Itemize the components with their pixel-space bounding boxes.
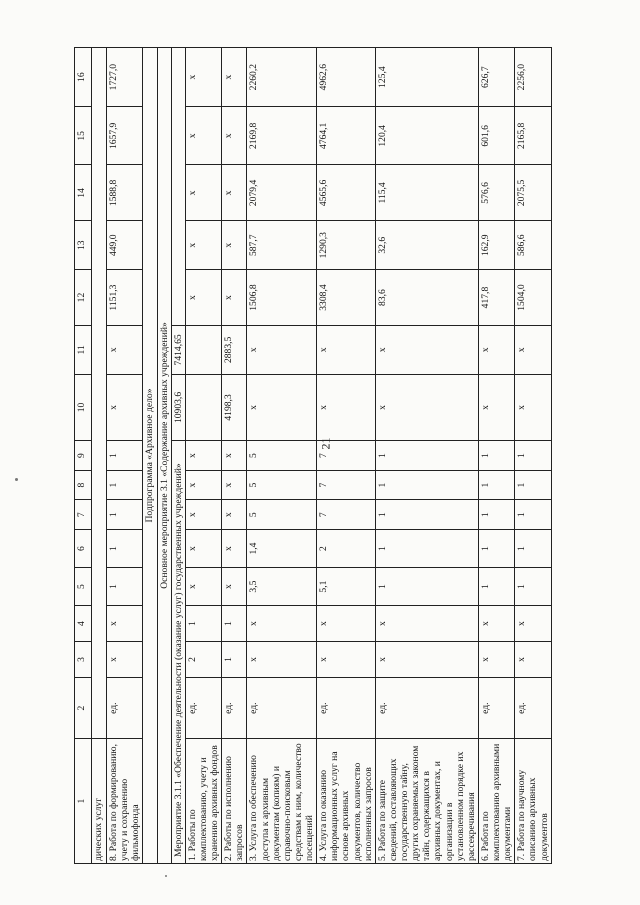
table-cell: 1 (375, 530, 478, 568)
header-cell: 11 (75, 326, 92, 375)
table-cell: 449,0 (107, 221, 143, 270)
header-row (75, 48, 92, 864)
main-event-title: Основное мероприятие 3.1 «Содержание архивных учреждений» (157, 48, 171, 864)
table-cell: х (185, 107, 221, 165)
table-cell: 7 (317, 441, 376, 471)
table-cell: 576,6 (478, 165, 514, 221)
header-cell: 4 (75, 606, 92, 642)
table-cell: х (107, 326, 143, 375)
table-cell: 1 (478, 530, 514, 568)
table-cell: 162,9 (478, 221, 514, 270)
table-cell: 1290,3 (317, 221, 376, 270)
table-row (478, 48, 514, 864)
header-cell: 12 (75, 270, 92, 326)
header-cell: 14 (75, 165, 92, 221)
table-cell: х (222, 270, 247, 326)
table-cell: х (222, 48, 247, 107)
table-cell: 7 (317, 500, 376, 530)
table-cell: 1727,0 (107, 48, 143, 107)
header-cell: 13 (75, 221, 92, 270)
table-row (222, 48, 247, 864)
table-cell: ед. (478, 677, 514, 738)
table-cell: х (317, 606, 376, 642)
header-cell: 6 (75, 530, 92, 568)
table-cell: 3. Услуга по обеспечению доступа к архивным документам (копиям) и справочно-поисковым средствам к ним, количество посещений (247, 739, 317, 864)
table-cell: 120,4 (375, 107, 478, 165)
table-cell: х (515, 374, 551, 441)
table-cell: х (185, 568, 221, 606)
table-cell: 4565,6 (317, 165, 376, 221)
table-cell: дических услуг (92, 739, 107, 864)
table-cell: 7. Работа по научному описанию архивных документов (515, 739, 551, 864)
table-cell: 1 (478, 500, 514, 530)
table-cell: ед. (222, 677, 247, 738)
table-cell: х (222, 441, 247, 471)
table-cell: ед. (247, 677, 317, 738)
table-cell: х (222, 165, 247, 221)
table-cell: 1. Работы по комплектованию, учету и хранению архивных фондов (185, 739, 221, 864)
table-cell: 1 (478, 568, 514, 606)
table-cell: х (222, 221, 247, 270)
header-cell: 5 (75, 568, 92, 606)
table-cell: х (247, 606, 317, 642)
table-cell: 2 (317, 530, 376, 568)
table-cell: ед. (515, 677, 551, 738)
table-cell: х (515, 642, 551, 678)
table-cell: х (107, 374, 143, 441)
event-value-10: 10903,6 (171, 374, 185, 441)
table-cell: 5. Работа по защите сведений, составляющих государственную тайну, других охраняемых законом тайн, содержащихся в архивных документах, и организации в установленном порядке их рассекречивания (375, 739, 478, 864)
table-cell: 1 (515, 500, 551, 530)
table-cell: 1504,0 (515, 270, 551, 326)
table-row (107, 48, 143, 864)
table-cell: х (222, 530, 247, 568)
table-cell: 8. Работа по формированию, учету и сохранению фильмофонда (107, 739, 143, 864)
table-cell: 1 (107, 530, 143, 568)
header-cell: 2 (75, 677, 92, 738)
table-cell (185, 374, 221, 441)
event-title: Мероприятие 3.1.1 «Обеспечение деятельности (оказание услуг) государственных учреждений» (171, 441, 185, 864)
table-cell: 2169,8 (247, 107, 317, 165)
header-cell: 10 (75, 374, 92, 441)
header-cell: 7 (75, 500, 92, 530)
table-cell: х (247, 642, 317, 678)
table-cell: 1 (515, 441, 551, 471)
table-cell: 626,7 (478, 48, 514, 107)
table-cell (92, 48, 107, 739)
table-cell: 5,1 (317, 568, 376, 606)
table-cell: 5 (247, 470, 317, 500)
table-cell: 586,6 (515, 221, 551, 270)
section-row (171, 48, 185, 864)
table-cell: х (185, 441, 221, 471)
table-cell: ед. (375, 677, 478, 738)
table-cell: 3,5 (247, 568, 317, 606)
table-cell: 7 (317, 470, 376, 500)
table-cell: 2165,8 (515, 107, 551, 165)
table-cell: 1 (107, 470, 143, 500)
table-row (375, 48, 478, 864)
table-cell: х (515, 606, 551, 642)
table-cell: 5 (247, 441, 317, 471)
table-cell: х (515, 326, 551, 375)
table-cell: 3308,4 (317, 270, 376, 326)
table-cell: х (247, 374, 317, 441)
header-cell: 1 (75, 739, 92, 864)
header-cell: 8 (75, 470, 92, 500)
table-row (317, 48, 376, 864)
table-cell: 1151,3 (107, 270, 143, 326)
table-cell: 587,7 (247, 221, 317, 270)
table-cell: 2256,0 (515, 48, 551, 107)
table-cell: 417,8 (478, 270, 514, 326)
table-cell: 1 (107, 568, 143, 606)
subprogram-title: Подпрограмма «Архивное дело» (143, 48, 157, 864)
table-cell: 2. Работы по исполнению запросов (222, 739, 247, 864)
section-row (157, 48, 171, 864)
table-cell: х (478, 606, 514, 642)
table-cell: х (375, 374, 478, 441)
table-cell: 1 (222, 606, 247, 642)
table-cell: 1 (375, 470, 478, 500)
table-cell: х (222, 500, 247, 530)
table-cell: х (222, 568, 247, 606)
table-cell: х (317, 642, 376, 678)
table-cell: х (185, 221, 221, 270)
table-cell: х (185, 48, 221, 107)
page-number: 21 (318, 437, 333, 450)
rotated-table-wrapper (74, 47, 559, 864)
table-cell: 2 (185, 642, 221, 678)
table-cell: 6. Работа по комплектованию архивными документами (478, 739, 514, 864)
header-cell: 3 (75, 642, 92, 678)
table-cell: 2260,2 (247, 48, 317, 107)
table-cell: х (478, 642, 514, 678)
table-cell: 1,4 (247, 530, 317, 568)
table-cell: 1588,8 (107, 165, 143, 221)
header-cell: 9 (75, 441, 92, 471)
table-cell: х (375, 606, 478, 642)
table-cell: 1 (515, 530, 551, 568)
header-cell: 16 (75, 48, 92, 107)
table-cell: 1 (515, 568, 551, 606)
table-cell: 4764,1 (317, 107, 376, 165)
table-cell: 4198,3 (222, 374, 247, 441)
table-cell: х (107, 642, 143, 678)
table-row (247, 48, 317, 864)
table-cell: х (478, 374, 514, 441)
table-cell: 5 (247, 500, 317, 530)
table-cell: х (375, 642, 478, 678)
scan-dot (165, 875, 167, 877)
table-cell: х (222, 107, 247, 165)
table-cell: 1657,9 (107, 107, 143, 165)
table-cell: х (185, 470, 221, 500)
table-cell: 1506,8 (247, 270, 317, 326)
table-cell: х (185, 270, 221, 326)
table-cell: 32,6 (375, 221, 478, 270)
table-cell: 1 (107, 500, 143, 530)
table-cell: 2079,4 (247, 165, 317, 221)
table-cell: х (317, 326, 376, 375)
table-cell: 1 (515, 470, 551, 500)
table-cell: х (107, 606, 143, 642)
table-cell: 1 (478, 470, 514, 500)
table-row (185, 48, 221, 864)
table-cell: 1 (222, 642, 247, 678)
table-cell: 2883,5 (222, 326, 247, 375)
table-cell: ед. (185, 677, 221, 738)
table-cell (171, 48, 185, 326)
table-cell: 1 (478, 441, 514, 471)
table-cell: х (478, 326, 514, 375)
table-cell: 1 (107, 441, 143, 471)
event-value-11: 7414,65 (171, 326, 185, 375)
table-cell: 1 (185, 606, 221, 642)
table-cell: 125,4 (375, 48, 478, 107)
table-cell: 4962,6 (317, 48, 376, 107)
budget-table (74, 47, 552, 864)
table-cell: 1 (375, 500, 478, 530)
table-row (92, 48, 107, 864)
table-cell: х (185, 530, 221, 568)
table-cell: 1 (375, 441, 478, 471)
table-cell: х (185, 165, 221, 221)
table-cell: х (375, 326, 478, 375)
table-cell: х (222, 470, 247, 500)
section-row (143, 48, 157, 864)
table-cell: 1 (375, 568, 478, 606)
table-cell: х (185, 500, 221, 530)
scan-dot (15, 478, 18, 481)
table-cell: 115,4 (375, 165, 478, 221)
table-row (515, 48, 551, 864)
table-cell: 4. Услуга по оказанию информационных услуг на основе архивных документов, количество исполненных запросов (317, 739, 376, 864)
table-cell: 83,6 (375, 270, 478, 326)
table-cell: х (317, 374, 376, 441)
table-cell: ед. (107, 677, 143, 738)
table-cell (185, 326, 221, 375)
table-cell: ед. (317, 677, 376, 738)
table-cell: 601,6 (478, 107, 514, 165)
table-cell: 2075,5 (515, 165, 551, 221)
table-cell: х (247, 326, 317, 375)
header-cell: 15 (75, 107, 92, 165)
